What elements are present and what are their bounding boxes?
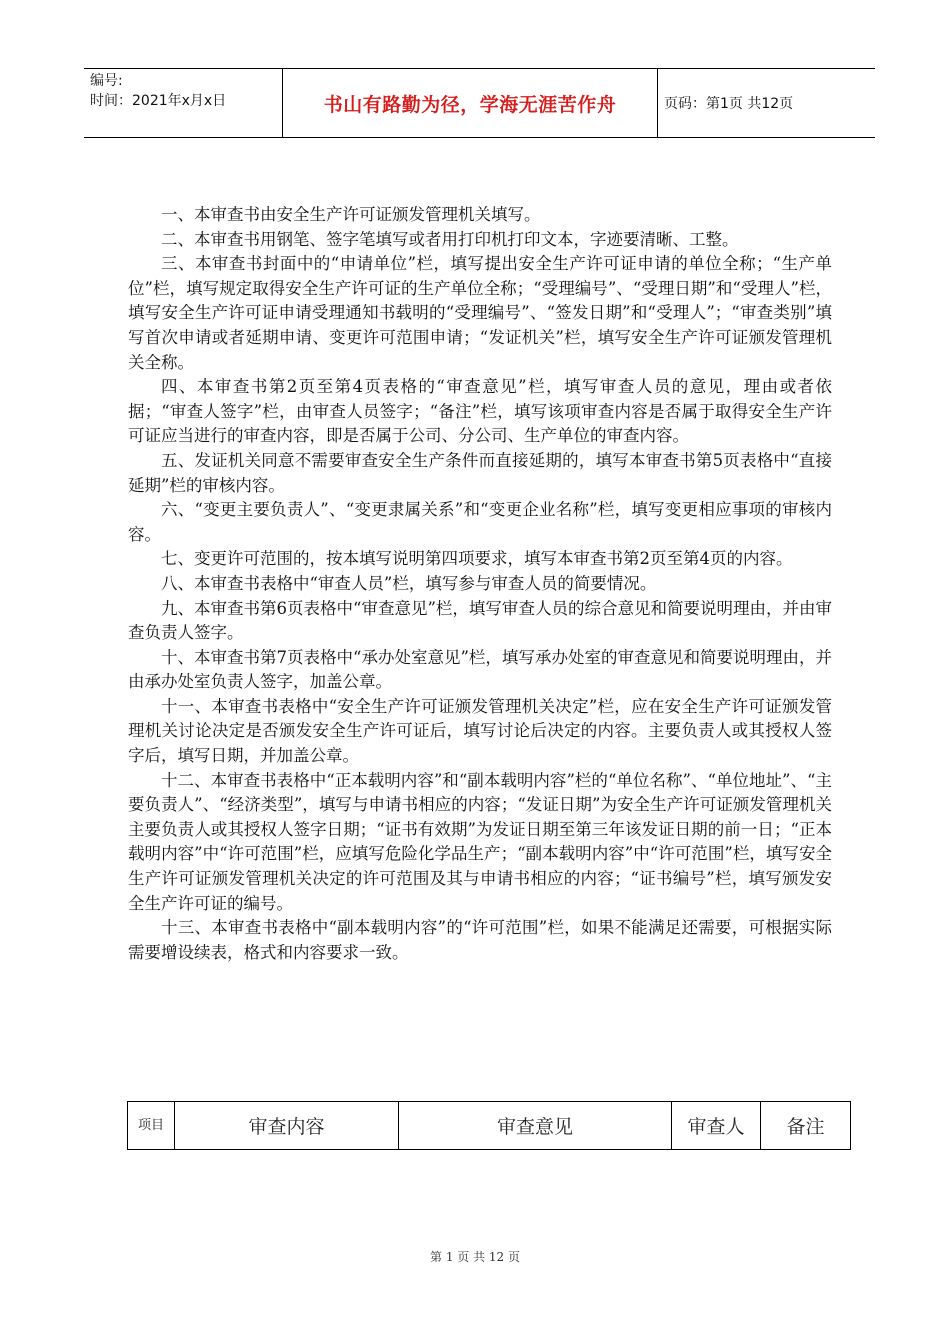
column-header-review-content: 审查内容 <box>175 1102 399 1150</box>
column-header-remarks: 备注 <box>761 1102 851 1150</box>
table-header-row <box>128 1102 851 1150</box>
document-number-label: 编号: <box>90 73 123 89</box>
instruction-paragraph: 十一、本审查书表格中“安全生产许可证颁发管理机关决定”栏，应在安全生产许可证颁发管理机关讨论决定是否颁发安全生产许可证后，填写讨论后决定的内容。主要负责人或其授权人签字后，填写日期，并加盖公章。 <box>128 696 832 766</box>
instruction-paragraph: 三、本审查书封面中的“申请单位”栏，填写提出安全生产许可证申请的单位全称；“生产单位”栏，填写规定取得安全生产许可证的生产单位全称；“受理编号”、“受理日期”和“受理人”栏，填写安全生产许可证申请受理通知书载明的“受理编号”、“签发日期”和“受理人”；“审查类别”填写首次申请或者延期申请、变更许可范围申请；“发证机关”栏，填写安全生产许可证颁发管理机关全称。 <box>128 254 832 372</box>
instruction-paragraph: 八、本审查书表格中“审查人员”栏，填写参与审查人员的简要情况。 <box>161 573 657 593</box>
instruction-paragraph: 七、变更许可范围的，按本填写说明第四项要求，填写本审查书第2页至第4页的内容。 <box>161 549 793 569</box>
instruction-paragraph: 六、“变更主要负责人”、“变更隶属关系”和“变更企业名称”栏，填写变更相应事项的审核内容。 <box>128 500 832 544</box>
document-date-label: 时间：2021年x月x日 <box>90 93 227 109</box>
instruction-paragraph: 二、本审查书用钢笔、签字笔填写或者用打印机打印文本，字迹要清晰、工整。 <box>161 229 739 249</box>
instruction-paragraph: 四、本审查书第2页至第4页表格的“审查意见”栏，填写审查人员的意见，理由或者依据；“审查人签字”栏，由审查人员签字；“备注”栏，填写该项审查内容是否属于取得安全生产许可证应当进行的审查内容，即是否属于公司、分公司、生产单位的审查内容。 <box>128 377 832 446</box>
instruction-paragraph: 十三、本审查书表格中“副本载明内容”的“许可范围”栏，如果不能满足还需要，可根据实际需要增设续表，格式和内容要求一致。 <box>128 918 832 962</box>
column-header-item: 项目 <box>128 1102 175 1150</box>
review-table <box>127 1101 851 1150</box>
column-header-review-opinion: 审查意见 <box>399 1102 672 1150</box>
instruction-paragraph: 十二、本审查书表格中“正本载明内容”和“副本载明内容”栏的“单位名称”、“单位地址”、“主要负责人”、“经济类型”，填写与申请书相应的内容；“发证日期”为安全生产许可证颁发管理机关主要负责人或其授权人签字日期；“证书有效期”为发证日期至第三年该发证日期的前一日；“正本载明内容”中“许可范围”栏，应填写危险化学品生产；“副本载明内容”中“许可范围”栏，填写安全生产许可证颁发管理机关决定的许可范围及其与申请书相应的内容；“证书编号”栏，填写颁发安全生产许可证的编号。 <box>128 770 832 913</box>
instruction-paragraph: 五、发证机关同意不需要审查安全生产条件而直接延期的，填写本审查书第5页表格中“直接延期”栏的审核内容。 <box>128 450 832 495</box>
instructions-body <box>128 203 832 965</box>
header-meta <box>84 69 283 137</box>
column-header-reviewer: 审查人 <box>672 1102 761 1150</box>
header-motto: 书山有路勤为径，学海无涯苦作舟 <box>283 69 658 137</box>
instruction-paragraph: 九、本审查书第6页表格中“审查意见”栏，填写审查人员的综合意见和简要说明理由，并由审查负责人签字。 <box>128 598 832 643</box>
page-header <box>84 68 875 138</box>
instruction-paragraph: 一、本审查书由安全生产许可证颁发管理机关填写。 <box>161 205 541 224</box>
instruction-paragraph: 十、本审查书第7页表格中“承办处室意见”栏，填写承办处室的审查意见和简要说明理由，并由承办处室负责人签字，加盖公章。 <box>128 647 832 692</box>
header-page-number: 页码：第1页 共12页 <box>664 96 794 112</box>
page-footer: 第 1 页 共 12 页 <box>430 1250 520 1264</box>
